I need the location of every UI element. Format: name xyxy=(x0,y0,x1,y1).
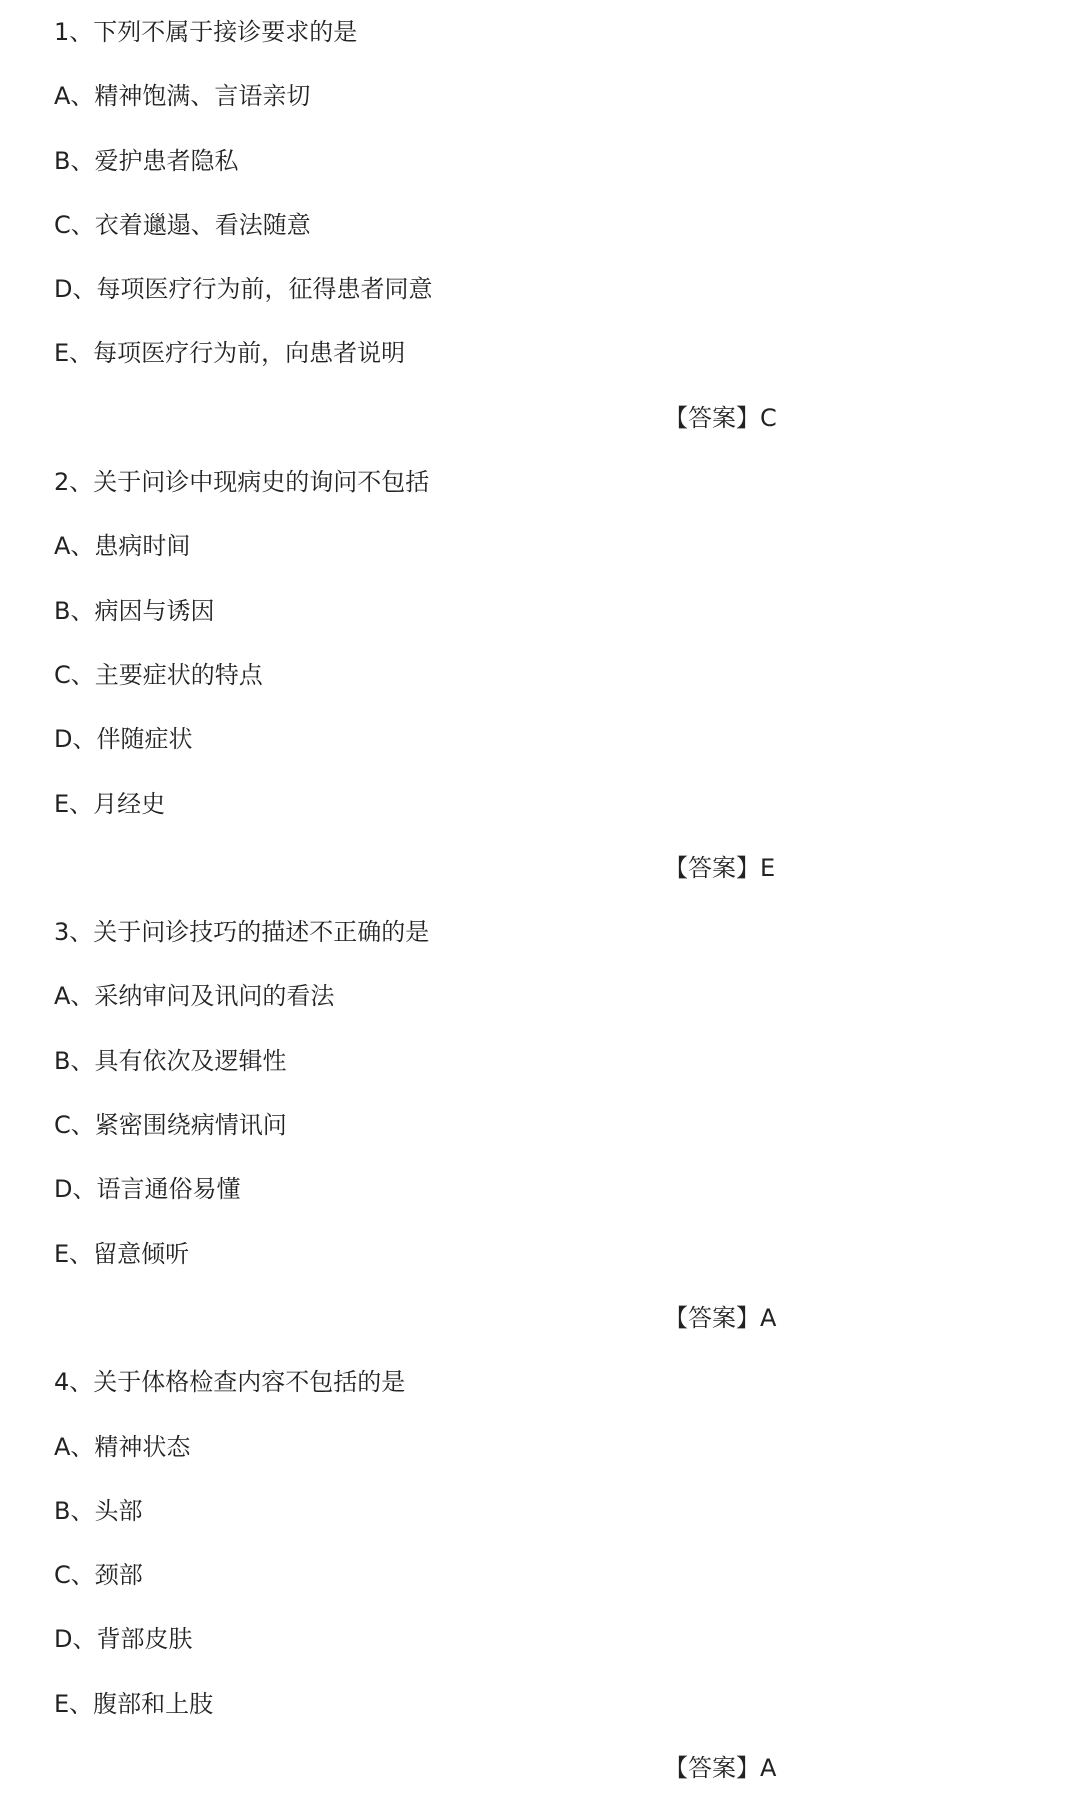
answer-line: 【答案】E xyxy=(664,853,776,882)
answer-line: 【答案】C xyxy=(664,403,777,432)
option-b: B、病因与诱因 xyxy=(54,596,215,625)
option-a: A、采纳审问及讯问的看法 xyxy=(54,982,335,1011)
option-c: C、颈部 xyxy=(54,1561,143,1590)
question-3 xyxy=(54,900,1054,1350)
option-b: B、爱护患者隐私 xyxy=(54,146,239,175)
answer-line: 【答案】A xyxy=(664,1754,777,1783)
option-c: C、主要症状的特点 xyxy=(54,660,263,689)
question-2 xyxy=(54,450,1054,900)
answer-line: 【答案】A xyxy=(664,1303,777,1332)
option-c: C、衣着邋遢、看法随意 xyxy=(54,210,311,239)
question-title: 3、关于问诊技巧的描述不正确的是 xyxy=(54,918,430,947)
option-b: B、具有依次及逻辑性 xyxy=(54,1046,287,1075)
option-e: E、留意倾听 xyxy=(54,1239,190,1268)
option-d: D、背部皮肤 xyxy=(54,1625,193,1654)
question-1 xyxy=(54,0,1054,450)
option-d: D、每项医疗行为前，征得患者同意 xyxy=(54,275,433,304)
question-title: 1、下列不属于接诊要求的是 xyxy=(54,18,358,46)
option-a: A、患病时间 xyxy=(54,532,191,561)
question-4 xyxy=(54,1350,1054,1800)
exam-document xyxy=(54,0,1054,1800)
option-c: C、紧密围绕病情讯问 xyxy=(54,1111,287,1140)
option-a: A、精神状态 xyxy=(54,1432,191,1461)
question-title: 2、关于问诊中现病史的询问不包括 xyxy=(54,468,430,497)
question-title: 4、关于体格检查内容不包括的是 xyxy=(54,1368,406,1397)
option-b: B、头部 xyxy=(54,1496,143,1525)
option-d: D、语言通俗易懂 xyxy=(54,1175,241,1204)
option-e: E、月经史 xyxy=(54,789,166,818)
option-a: A、精神饱满、言语亲切 xyxy=(54,82,311,111)
option-e: E、腹部和上肢 xyxy=(54,1689,214,1718)
option-d: D、伴随症状 xyxy=(54,725,193,754)
option-e: E、每项医疗行为前，向患者说明 xyxy=(54,339,406,368)
